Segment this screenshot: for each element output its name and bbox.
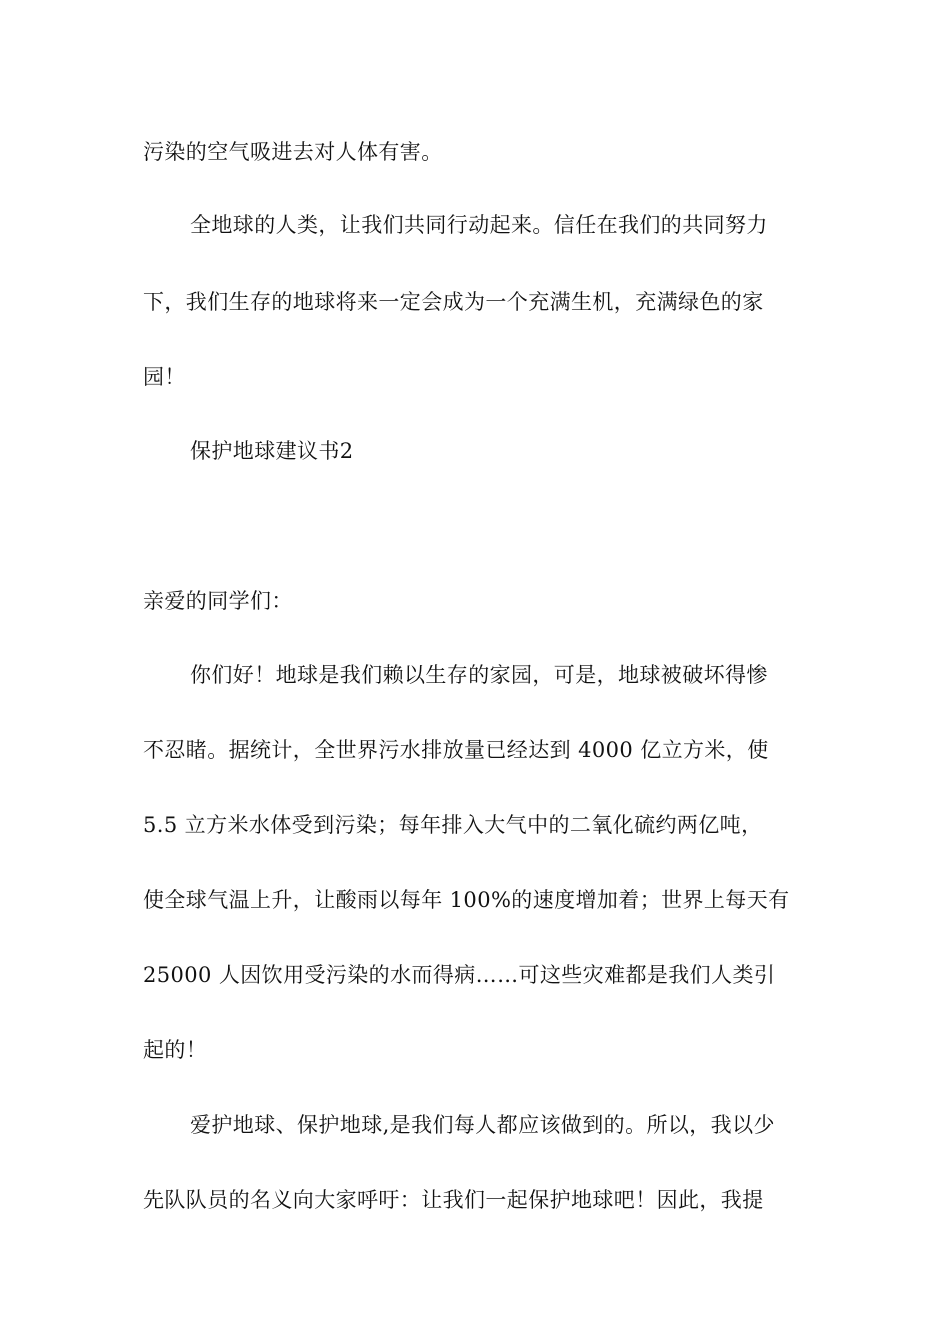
paragraph-line: 起的！ <box>143 1038 208 1062</box>
paragraph-line: 全地球的人类，让我们共同行动起来。信任在我们的共同努力 <box>190 213 768 237</box>
paragraph-line: 你们好！地球是我们赖以生存的家园，可是，地球被破坏得惨 <box>190 663 768 687</box>
section-title: 保护地球建议书2 <box>190 439 354 463</box>
paragraph-line: 5.5 立方米水体受到污染；每年排入大气中的二氧化硫约两亿吨， <box>143 813 763 837</box>
salutation: 亲爱的同学们： <box>143 589 293 613</box>
paragraph-line: 25000 人因饮用受污染的水而得病……可这些灾难都是我们人类引 <box>143 963 776 987</box>
paragraph-line: 下，我们生存的地球将来一定会成为一个充满生机，充满绿色的家 <box>143 290 764 314</box>
paragraph-line: 爱护地球、保护地球,是我们每人都应该做到的。所以，我以少 <box>190 1113 775 1137</box>
paragraph-line: 污染的空气吸进去对人体有害。 <box>143 140 443 164</box>
paragraph-line: 园！ <box>143 365 186 389</box>
paragraph-line: 不忍睹。据统计，全世界污水排放量已经达到 4000 亿立方米，使 <box>143 738 769 762</box>
paragraph-line: 使全球气温上升，让酸雨以每年 100%的速度增加着；世界上每天有 <box>143 888 790 912</box>
paragraph-line: 先队队员的名义向大家呼吁：让我们一起保护地球吧！因此，我提 <box>143 1188 764 1212</box>
